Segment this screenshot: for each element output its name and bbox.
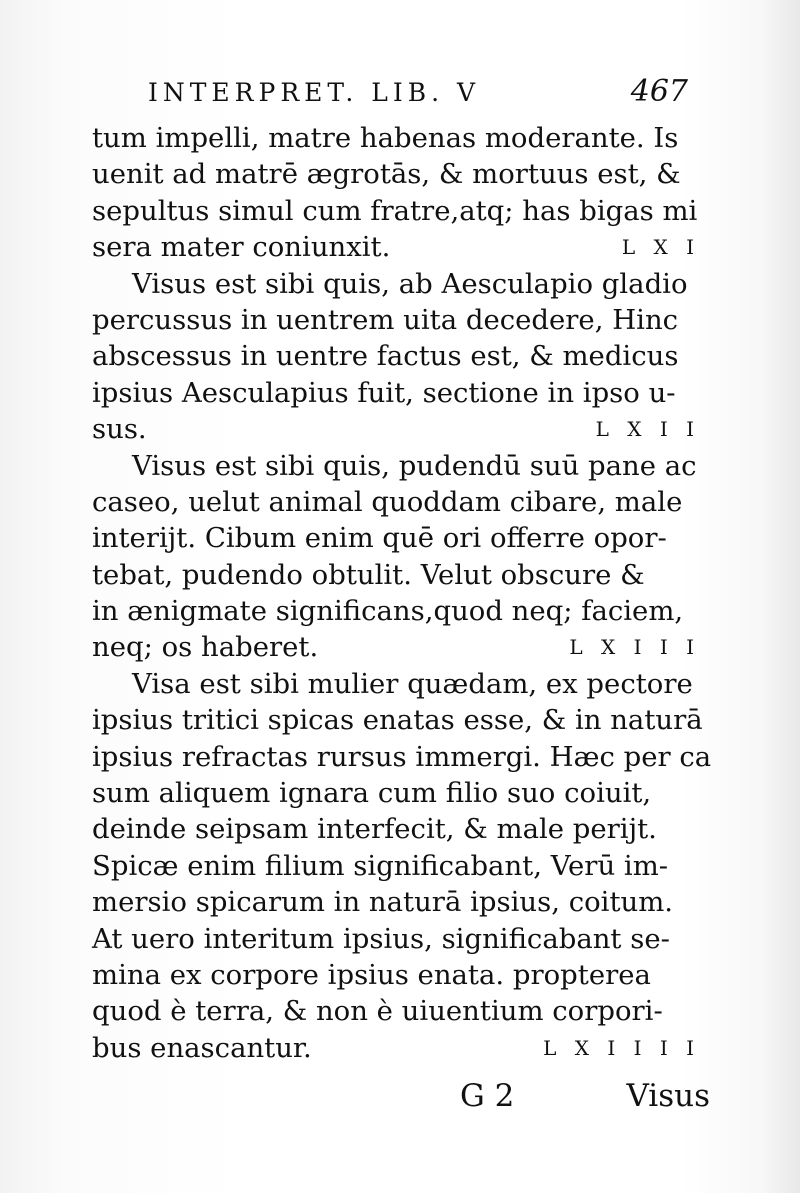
text-line-content: sus. <box>92 413 147 446</box>
text-line <box>92 993 712 1029</box>
text-line <box>92 629 712 665</box>
text-line-content: ipsius refractas rursus immergi. Hæc per ca <box>92 740 712 773</box>
section-number: L X I <box>621 235 700 260</box>
page-footer <box>460 1078 710 1122</box>
running-head: INTERPRET. LIB. V <box>148 78 481 107</box>
text-line <box>92 593 712 629</box>
text-line <box>92 520 712 556</box>
text-line <box>92 156 712 192</box>
text-line <box>92 557 712 593</box>
text-line-content: quod è terra, & non è uiuentium corpori- <box>92 995 663 1028</box>
text-line <box>92 1030 712 1066</box>
text-line-content: in ænigmate significans,quod neq; faciem, <box>92 595 684 628</box>
text-line <box>92 921 712 957</box>
text-line-content: Visus est sibi quis, ab Aesculapio gladio <box>132 267 688 300</box>
text-line-content: mina ex corpore ipsius enata. propterea <box>92 958 651 991</box>
text-line <box>92 411 712 447</box>
text-line <box>92 702 712 738</box>
text-line-content: sepultus simul cum fratre,atq; has bigas mi <box>92 194 698 227</box>
text-line <box>92 193 712 229</box>
text-line <box>92 484 712 520</box>
text-line <box>92 884 712 920</box>
text-line-content: interijt. Cibum enim quē ori offerre opor- <box>92 522 667 555</box>
text-line <box>92 302 712 338</box>
text-line-content: abscessus in uentre factus est, & medicus <box>92 340 679 373</box>
text-line-content: At uero interitum ipsius, significabant se- <box>92 922 670 955</box>
text-line <box>92 957 712 993</box>
text-line <box>92 666 712 702</box>
text-line-content: Visa est sibi mulier quædam, ex pectore <box>132 667 693 700</box>
text-line <box>92 375 712 411</box>
text-line-content: bus enascantur. <box>92 1031 312 1064</box>
text-line-content: uenit ad matrē ægrotās, & mortuus est, & <box>92 158 681 191</box>
text-line <box>92 229 712 265</box>
section-number: L X I I <box>595 417 700 442</box>
text-line <box>92 266 712 302</box>
text-line <box>92 448 712 484</box>
text-line <box>92 739 712 775</box>
text-line-content: sera mater coniunxit. <box>92 231 391 264</box>
text-line-content: mersio spicarum in naturā ipsius, coitum. <box>92 886 674 919</box>
text-line <box>92 775 712 811</box>
section-number: L X I I I I <box>543 1035 700 1060</box>
text-line-content: Spicæ enim filium significabant, Verū im- <box>92 849 669 882</box>
text-line-content: caseo, uelut animal quoddam cibare, male <box>92 485 683 518</box>
text-line-content: deinde seipsam interfecit, & male perijt. <box>92 813 657 846</box>
text-line <box>92 338 712 374</box>
page-number: 467 <box>630 74 688 109</box>
text-line <box>92 120 712 156</box>
signature-mark: G 2 <box>460 1078 515 1114</box>
text-line-content: ipsius tritici spicas enatas esse, & in naturā <box>92 704 703 737</box>
text-line <box>92 811 712 847</box>
text-line-content: percussus in uentrem uita decedere, Hinc <box>92 303 679 336</box>
section-number: L X I I I <box>569 635 700 660</box>
text-line-content: tebat, pudendo obtulit. Velut obscure & <box>92 558 645 591</box>
text-line-content: neq; os haberet. <box>92 631 319 664</box>
catchword: Visus <box>626 1078 710 1114</box>
text-line-content: tum impelli, matre habenas moderante. Is <box>92 122 679 154</box>
text-line-content: ipsius Aesculapius fuit, sectione in ipso u- <box>92 376 676 409</box>
text-block <box>92 120 712 1066</box>
text-line <box>92 848 712 884</box>
page-edge-shadow <box>760 0 800 1193</box>
text-line-content: sum aliquem ignara cum filio suo coiuit, <box>92 777 652 810</box>
text-line-content: Visus est sibi quis, pudendū suū pane ac <box>132 449 697 482</box>
page-header <box>148 72 688 112</box>
